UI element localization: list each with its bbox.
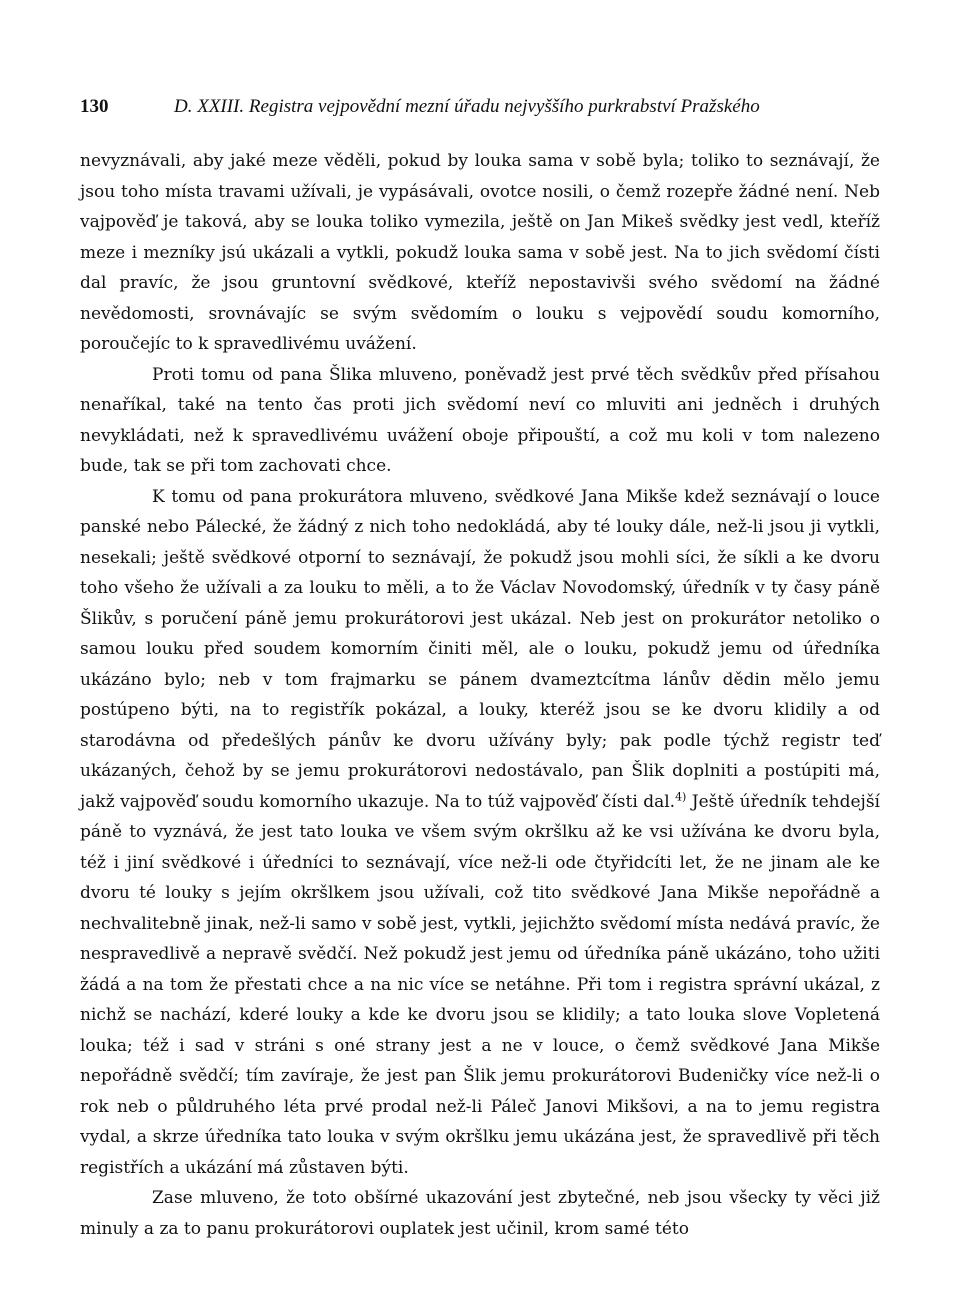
document-page [80,96,880,1244]
paragraph-2: Proti tomu od pana Šlika mluveno, poněvadž jest prvé těch svědkův před přísahou nenaříkal, také na tento čas proti jich svědomí neví co mluviti ani jedněch i druhých nevykládati, než k spravedlivému uvážení oboje připouští, a což mu koli v tom nalezeno bude, tak se při tom zachovati chce. [80,364,880,476]
running-head [80,96,880,124]
paragraph-3-text-after-note: Ještě úředník tehdejší páně to vyznává, že jest tato louka ve všem svým okršlku až ke vsi užívána ke dvoru byla, též i jiní svědkové i úředníci to seznávají, více než-li ode čtyřidcíti let, že ne jinam ale ke dvoru té louky s jejím okršlkem jsou užívali, což tito svědkové Jana Mikše nepořádně a nechvalitebně jinak, než-li samo v sobě jest, vytkli, jejichžto svědomí místa nedává pravíc, že nespravedlivě a nepravě svědčí. Než pokudž jest jemu od úředníka páně ukázáno, toho užiti žádá a na tom že přestati chce a na nic více se netáhne. Při tom i registra správní ukázal, z nichž se nachází, kderé louky a kde ke dvoru jsou se klidily; a tato louka slove Vopletená louka; též i sad v stráni s oné strany jest a ne v louce, o čemž svědkové Jana Mikše nepořádně svědčí; tím zavíraje, že jest pan Šlik jemu prokurátorovi Budeničky více než-li o rok neb o půldruhého léta prvé prodal než-li Páleč Janovi Mikšovi, a na to jemu registra vydal, a skrze úředníka tato louka v svým okršlku jemu ukázána jest, že spravedlivě při těch registřích a ukázání má zůstaven býti. [80,791,880,1178]
body-text [80,146,880,1244]
paragraph-3 [80,482,880,1184]
footnote-reference: 4) [675,789,687,803]
running-title: D. XXIII. Registra vejpovědní mezní úřadu nejvyššího purkrabství Pražského [174,96,760,117]
page-number: 130 [80,96,109,117]
paragraph-4: Zase mluveno, že toto obšírné ukazování jest zbytečné, neb jsou všecky ty věci již minuly a za to panu prokurátorovi ouplatek jest učinil, krom samé této [80,1188,880,1239]
paragraph-1: nevyznávali, aby jaké meze věděli, pokud by louka sama v sobě byla; toliko to seznávají, že jsou toho místa travami užívali, je vypásávali, ovotce nosili, o čemž rozepře žádné není. Neb vajpověď je taková, aby se louka toliko vymezila, ještě on Jan Mikeš svědky jest vedl, kteříž meze i mezníky jsú ukázali a vytkli, pokudž louka sama v sobě jest. Na to jich svědomí čísti dal pravíc, že jsou gruntovní svědkové, kteříž nepostavivši svého svědomí na žádné nevědomosti, srovnávajíc se svým svědomím o louku s vejpovědí soudu komorního, poroučejíc to k spravedlivému uvážení. [80,151,880,354]
paragraph-3-text-before-note: K tomu od pana prokurátora mluveno, svědkové Jana Mikše kdež seznávají o louce panské nebo Pálecké, že žádný z nich toho nedokládá, aby té louky dále, než-li jsou ji vytkli, nesekali; ještě svědkové otporní to seznávají, že pokudž jsou mohli síci, že síkli a ke dvoru toho všeho že užívali a za louku to měli, a to že Václav Novodomský, úředník v ty časy páně Šlikův, s poručení páně jemu prokurátorovi jest ukázal. Neb jest on prokurátor netoliko o samou louku před soudem komorním činiti měl, ale o louku, pokudž jemu od úředníka ukázáno bylo; neb v tom frajmarku se pánem dvameztcítma lánův dědin mělo jemu postúpeno býti, na to registřík pokázal, a louky, kteréž jsou se ke dvoru klidily a od starodávna od předešlých pánův ke dvoru užívány byly; pak podle týchž registr teď ukázaných, čehož by se jemu prokurátorovi nedostávalo, pan Šlik doplniti a postúpiti má, jakž vajpověď soudu komorního ukazuje. Na to túž vajpověď čísti dal. [80,486,880,812]
